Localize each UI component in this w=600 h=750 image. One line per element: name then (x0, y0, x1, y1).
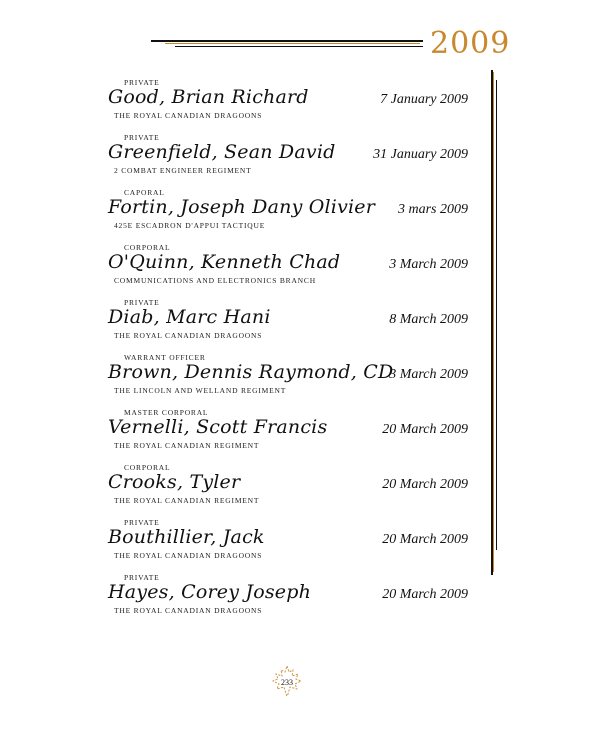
memorial-entry (108, 188, 468, 238)
entry-name: Vernelli, Scott Francis (108, 416, 328, 438)
memorial-entry (108, 243, 468, 293)
entry-name: Crooks, Tyler (108, 471, 241, 493)
entry-unit: THE ROYAL CANADIAN DRAGOONS (114, 551, 263, 560)
entry-rank: CAPORAL (124, 188, 165, 197)
entry-unit: THE ROYAL CANADIAN DRAGOONS (114, 331, 263, 340)
entry-rank: CORPORAL (124, 463, 171, 472)
memorial-entry (108, 408, 468, 458)
memorial-entry (108, 133, 468, 183)
entry-rank: PRIVATE (124, 298, 160, 307)
entry-unit: THE ROYAL CANADIAN DRAGOONS (114, 111, 263, 120)
entry-unit: THE LINCOLN AND WELLAND REGIMENT (114, 386, 287, 395)
entry-name: Diab, Marc Hani (108, 306, 271, 328)
entry-unit: THE ROYAL CANADIAN REGIMENT (114, 496, 260, 505)
entry-name: Greenfield, Sean David (108, 141, 336, 163)
entry-date: 3 mars 2009 (397, 202, 468, 217)
entry-unit: COMMUNICATIONS AND ELECTRONICS BRANCH (114, 276, 316, 285)
entry-date: 8 March 2009 (389, 312, 468, 327)
entry-date: 3 March 2009 (389, 257, 468, 272)
entry-name: Hayes, Corey Joseph (108, 581, 312, 603)
entry-rank: MASTER CORPORAL (124, 408, 209, 417)
right-rule-inner (496, 80, 497, 550)
entry-unit: 425E ESCADRON D'APPUI TACTIQUE (114, 221, 266, 230)
entry-name: Fortin, Joseph Dany Olivier (108, 196, 376, 218)
page-number: 233 (281, 678, 293, 687)
entry-date: 20 March 2009 (382, 477, 468, 492)
entry-rank: PRIVATE (124, 133, 160, 142)
entry-name: O'Quinn, Kenneth Chad (108, 251, 341, 273)
entry-rank: PRIVATE (124, 78, 160, 87)
entry-date: 20 March 2009 (382, 422, 468, 437)
entry-rank: WARRANT OFFICER (124, 353, 206, 362)
entry-rank: PRIVATE (124, 518, 160, 527)
right-rule-gold (493, 72, 494, 572)
memorial-entry (108, 518, 468, 568)
entry-rank: PRIVATE (124, 573, 160, 582)
page-emblem (270, 664, 304, 698)
entry-name: Bouthillier, Jack (108, 526, 265, 548)
entry-date: 20 March 2009 (382, 587, 468, 602)
memorial-entry (108, 353, 468, 403)
entry-rank: CORPORAL (124, 243, 171, 252)
entry-date: 31 January 2009 (373, 147, 468, 162)
memorial-entry (108, 573, 468, 623)
entry-date: 20 March 2009 (382, 532, 468, 547)
memorial-entry (108, 78, 468, 128)
entry-date: 7 January 2009 (380, 92, 468, 107)
entry-unit: THE ROYAL CANADIAN REGIMENT (114, 441, 260, 450)
page-year: 2009 (430, 26, 511, 61)
entry-name: Brown, Dennis Raymond, CD (108, 361, 394, 383)
memorial-entry (108, 298, 468, 348)
memorial-entry (108, 463, 468, 513)
header-rule-top (151, 40, 423, 42)
entry-unit: THE ROYAL CANADIAN DRAGOONS (114, 606, 263, 615)
entry-unit: 2 COMBAT ENGINEER REGIMENT (114, 166, 252, 175)
header-rule-gold (165, 43, 420, 44)
entry-name: Good, Brian Richard (108, 86, 309, 108)
entry-date: 3 March 2009 (389, 367, 468, 382)
header-rule-bottom (175, 46, 423, 47)
